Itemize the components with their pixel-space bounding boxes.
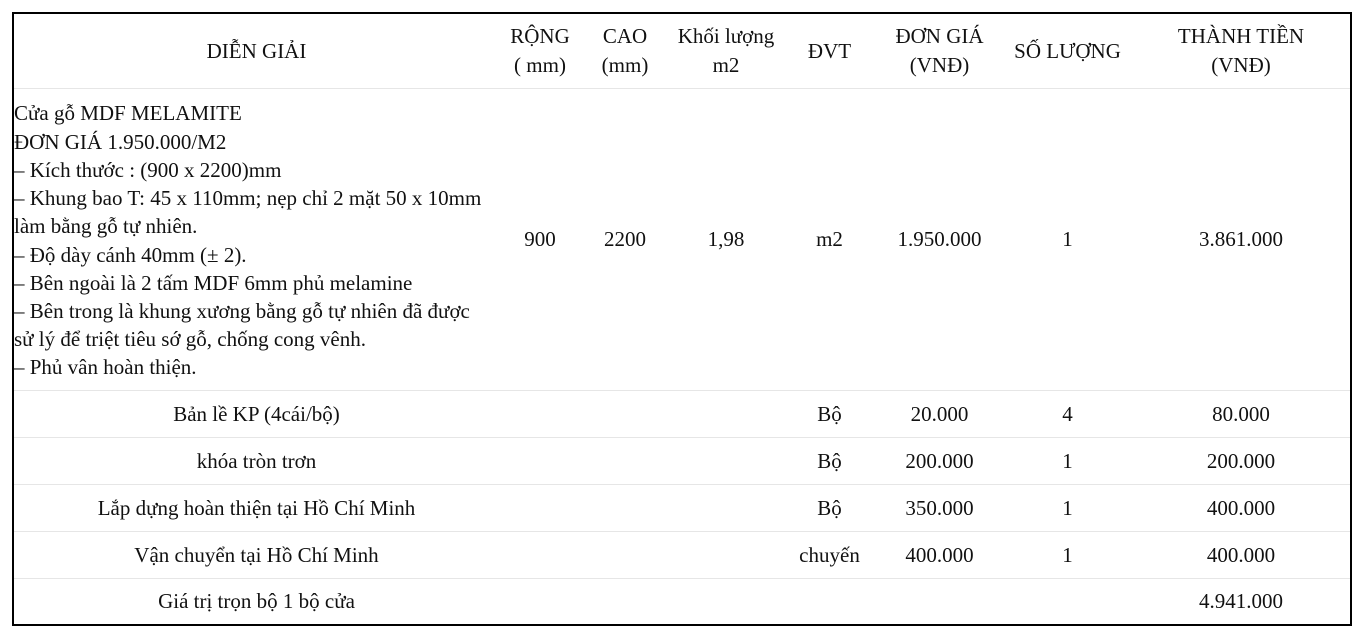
item-width (499, 485, 581, 532)
item-volume (669, 532, 783, 579)
main-item-unit: m2 (783, 89, 876, 391)
item-unit: Bộ (783, 391, 876, 438)
item-width (499, 532, 581, 579)
table-row (14, 532, 1350, 579)
item-width (499, 438, 581, 485)
table-row (14, 485, 1350, 532)
item-total: 200.000 (1132, 438, 1350, 485)
header-row (14, 14, 1350, 89)
description-line: Cửa gỗ MDF MELAMITE (14, 101, 242, 126)
item-unit: Bộ (783, 438, 876, 485)
main-item-price: 1.950.000 (876, 89, 1003, 391)
header-total: THÀNH TIỀN (VNĐ) (1132, 14, 1350, 89)
summary-row (14, 579, 1350, 625)
summary-total: 4.941.000 (1199, 589, 1283, 613)
description-line: ĐƠN GIÁ 1.950.000/M2 (14, 129, 227, 154)
main-item-description (14, 89, 499, 391)
item-volume (669, 485, 783, 532)
item-description: Lắp dựng hoàn thiện tại Hồ Chí Minh (14, 485, 499, 532)
header-description: DIỄN GIẢI (14, 14, 499, 89)
header-unit-price: ĐƠN GIÁ (VNĐ) (876, 14, 1003, 89)
item-height (581, 485, 669, 532)
item-unit: chuyến (783, 532, 876, 579)
item-total: 80.000 (1132, 391, 1350, 438)
item-height (581, 532, 669, 579)
quotation-table-frame (12, 12, 1352, 626)
item-height (581, 391, 669, 438)
item-price: 350.000 (876, 485, 1003, 532)
main-item-height: 2200 (581, 89, 669, 391)
main-item-volume: 1,98 (669, 89, 783, 391)
item-quantity: 1 (1003, 438, 1132, 485)
item-width (499, 391, 581, 438)
item-description: khóa tròn trơn (14, 438, 499, 485)
item-volume (669, 391, 783, 438)
main-item-quantity: 1 (1003, 89, 1132, 391)
description-line: – Bên trong là khung xương bằng gỗ tự nhiên đã được (14, 298, 470, 323)
item-unit: Bộ (783, 485, 876, 532)
item-price: 400.000 (876, 532, 1003, 579)
main-item-total: 3.861.000 (1132, 89, 1350, 391)
item-total: 400.000 (1132, 532, 1350, 579)
description-line: – Kích thước : (900 x 2200)mm (14, 157, 282, 182)
header-width: RỘNG ( mm) (499, 14, 581, 89)
item-description: Bản lề KP (4cái/bộ) (14, 391, 499, 438)
header-quantity: SỐ LƯỢNG (1003, 14, 1132, 89)
description-line: – Bên ngoài là 2 tấm MDF 6mm phủ melamine (14, 270, 413, 295)
description-line: làm bằng gỗ tự nhiên. (14, 214, 198, 239)
item-description: Vận chuyển tại Hồ Chí Minh (14, 532, 499, 579)
item-quantity: 1 (1003, 485, 1132, 532)
description-line: – Độ dày cánh 40mm (± 2). (14, 242, 247, 267)
table-row (14, 391, 1350, 438)
description-line: sử lý để triệt tiêu sớ gỗ, chống cong vênh. (14, 327, 367, 352)
description-line: – Khung bao T: 45 x 110mm; nẹp chỉ 2 mặt 50 x 10mm (14, 186, 482, 211)
item-total: 400.000 (1132, 485, 1350, 532)
item-price: 20.000 (876, 391, 1003, 438)
header-unit: ĐVT (783, 14, 876, 89)
header-volume: Khối lượng m2 (669, 14, 783, 89)
item-volume (669, 438, 783, 485)
table-row-main-door (14, 89, 1350, 391)
header-height: CAO (mm) (581, 14, 669, 89)
item-price: 200.000 (876, 438, 1003, 485)
description-line: – Phủ vân hoàn thiện. (14, 355, 197, 380)
summary-label: Giá trị trọn bộ 1 bộ cửa (158, 589, 355, 613)
item-quantity: 4 (1003, 391, 1132, 438)
main-item-width: 900 (499, 89, 581, 391)
quotation-table (14, 14, 1350, 624)
item-quantity: 1 (1003, 532, 1132, 579)
item-height (581, 438, 669, 485)
table-row (14, 438, 1350, 485)
